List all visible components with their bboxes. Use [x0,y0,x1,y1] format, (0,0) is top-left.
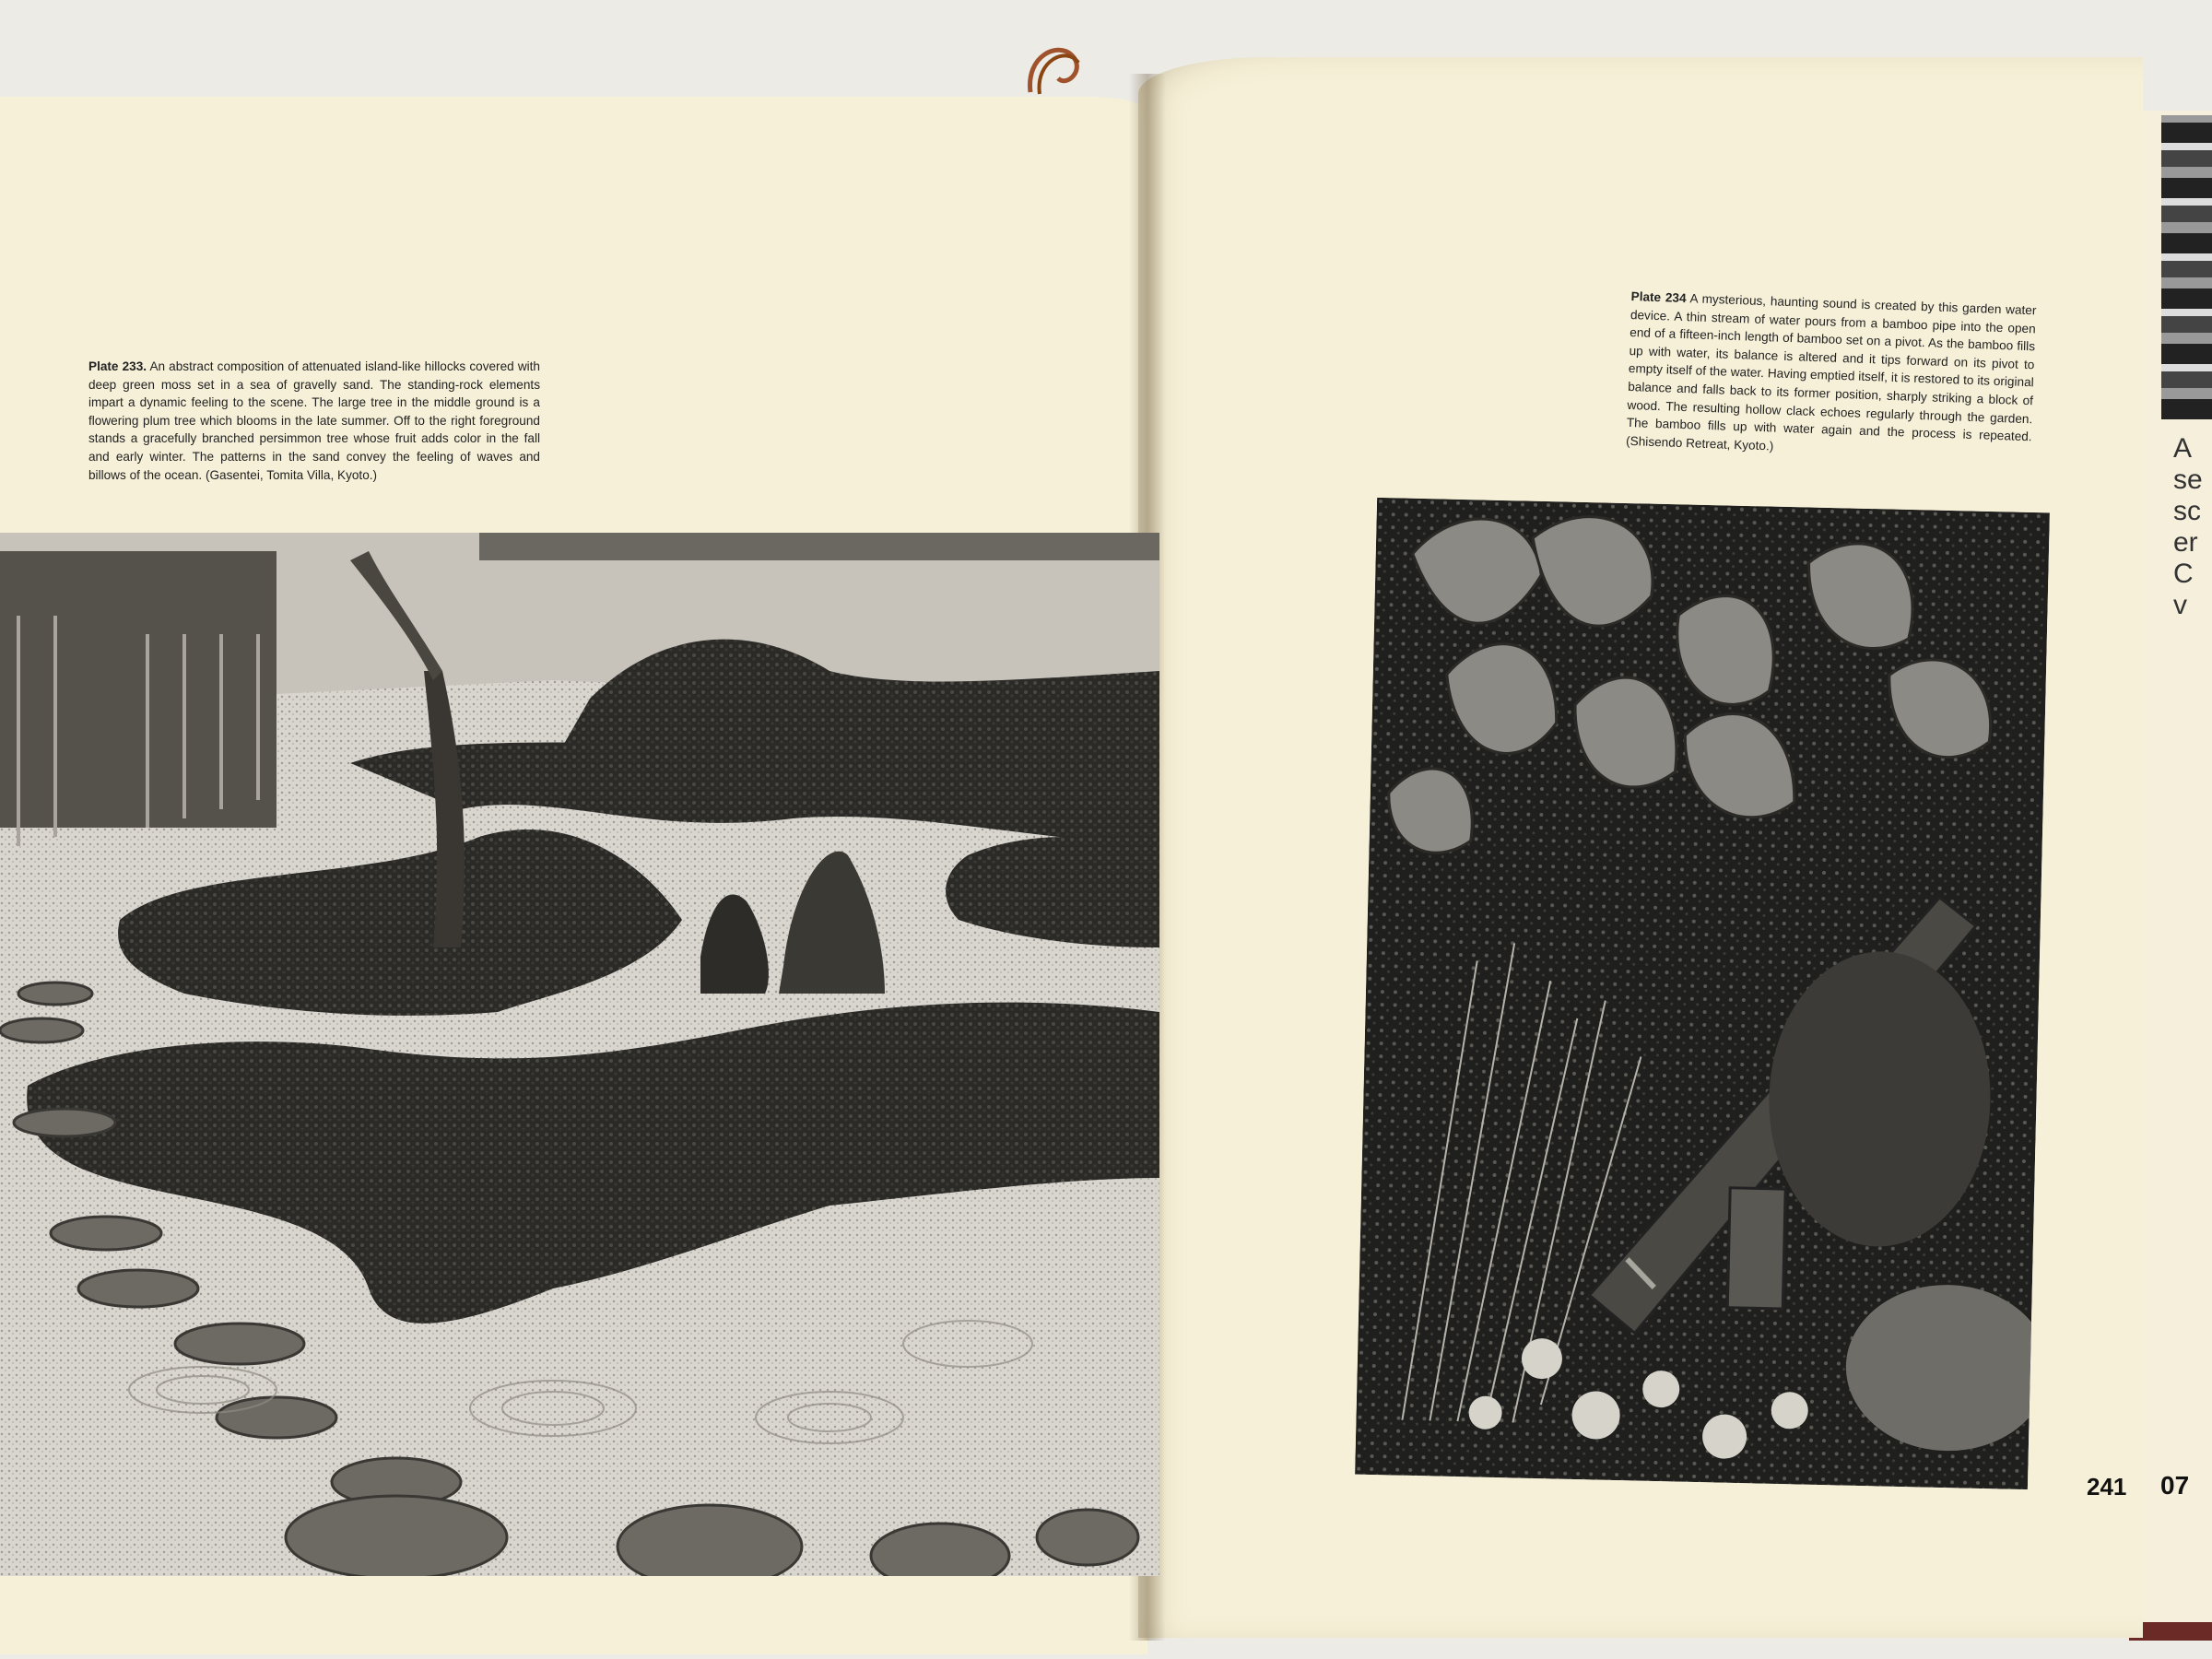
fragment-line: er [2173,527,2198,558]
plate-233-caption [88,358,540,484]
plate-233-text: An abstract composition of attenuated island-like hillocks covered with deep green moss set in a sea of gravelly sand. The standing-rock elements impart a dynamic feeling to the scene. The large tree in the middle ground is a flowering plum tree which blooms in the late summer. Off to the right foreground stands a gracefully branched persimmon tree whose fruit adds color in the fall and early winter. The patterns in the sand convey the feeling of waves and billows of the ocean. (Gasentei, Tomita Villa, Kyoto.) [88,359,540,482]
fragment-line: C [2173,559,2194,589]
next-page-number: 07 [2160,1471,2190,1500]
plate-233-label: Plate 233. [88,359,147,373]
fragment-line: se [2173,465,2203,495]
next-page-photo-strip [2161,115,2212,419]
fragment-line: A [2173,433,2193,464]
moss-garden-photo [0,533,1159,1576]
page-number: 241 [2087,1473,2127,1500]
fragment-line: v [2173,590,2187,620]
bamboo-water-device-photo [1355,498,2050,1489]
next-page-text-fragment [2173,433,2210,621]
plate-234-text: A mysterious, haunting sound is created by this garden water device. A thin stream of water pours from a bamboo pipe into the open end of a fifteen-inch length of bamboo set on a pivot. As the bamboo fills up with water, its balance is altered and it tips forward on its pivot to empty itself of the water. Having emptied itself, it is restored to its original balance and falls back to its former position, sharply striking a block of wood. The resulting hollow clack echoes regularly through the garden. The bamboo fills up with water again and the process is repeated. (Shisendo Retreat, Kyoto.) [1625,291,2037,453]
bookmark-string [1021,37,1095,111]
plate-234-label: Plate 234 [1630,288,1687,306]
plate-234-caption [1626,288,2037,465]
fragment-line: sc [2173,496,2201,526]
